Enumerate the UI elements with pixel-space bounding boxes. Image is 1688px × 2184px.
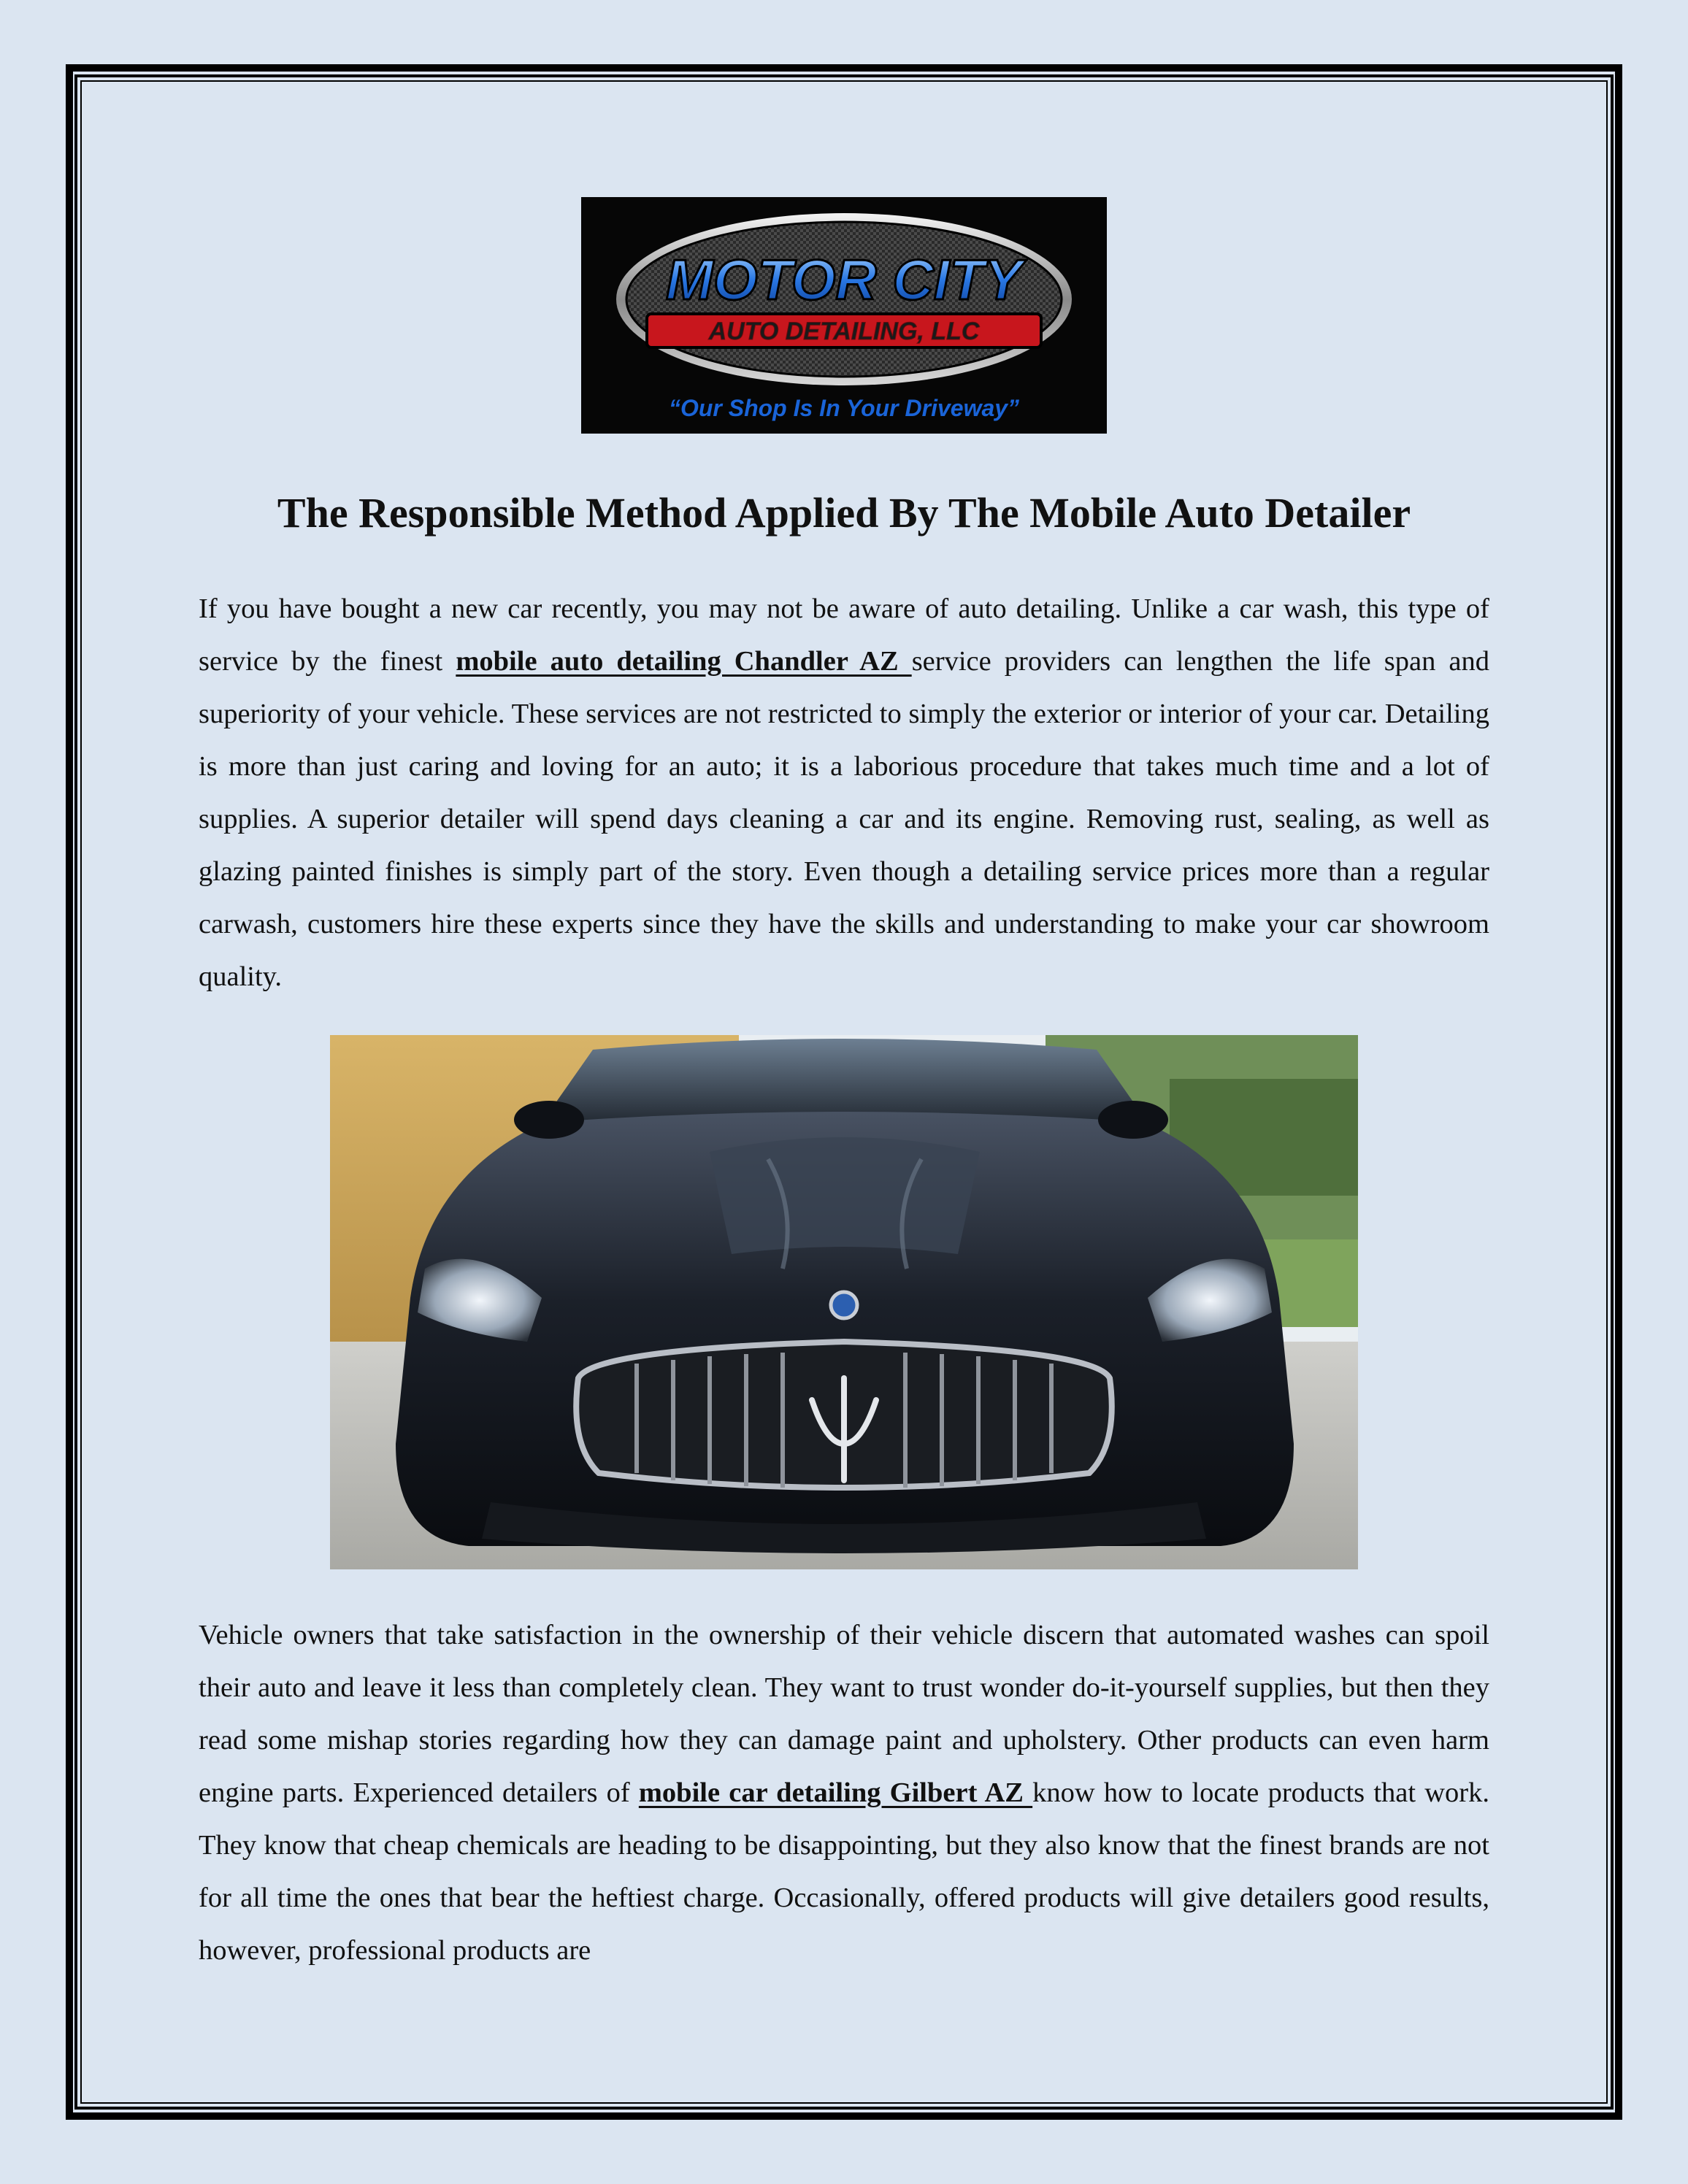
paragraph-1-text-end: service providers can lengthen the life span and superiority of your vehicle. These services are not restricted to simply the exterior or interior of your car. Detailing is more than just caring and loving for an auto; it is a laborious procedure that takes much time and a lot of supplies. A superior detailer will spend days cleaning a car and its engine. Removing rust, sealing, as well as glazing painted finishes is simply part of the story. Even though a detailing service prices more than a regular carwash, customers hire these experts since they have the skills and understanding to make your car showroom quality. [199,646,1489,992]
logo-brand-line-1: MOTOR CITY [665,247,1023,312]
paragraph-2-text-end: know how to locate products that work. They know that cheap chemicals are heading to be disappointing, but they also know that the finest brands are not for all time the ones that bear the heftiest charge. Occasionally, offered products will give detailers good results, however, professional products are [199,1777,1490,1966]
paragraph-1-text-start: If you have bought a new car recently, you may not be aware of auto detailing. Unlike a car wash, this type of service by the finest [199,593,1489,677]
black-maserati-photo [330,1035,1358,1569]
logo-brand-line-2: AUTO DETAILING, LLC [708,318,980,345]
article-paragraph-1 [199,582,1489,1003]
mobile-auto-detailing-chandler-link[interactable]: mobile auto detailing Chandler AZ [456,646,912,677]
article-title: The Responsible Method Applied By The Mobile Auto Detailer [277,489,1411,537]
mobile-car-detailing-gilbert-link[interactable]: mobile car detailing Gilbert AZ [638,1777,1033,1808]
article-paragraph-2 [199,1609,1489,1977]
logo-tagline: “Our Shop Is In Your Driveway” [668,395,1020,421]
paragraph-2-text-start: Vehicle owners that take satisfaction in the ownership of their vehicle discern that automated washes can spoil their auto and leave it less than completely clean. They want to trust wonder do-it-yourself supplies, but then they read some mishap stories regarding how they can damage paint and upholstery. Other products can even harm engine parts. Experienced detailers of [199,1620,1489,1808]
motor-city-logo [581,197,1107,434]
